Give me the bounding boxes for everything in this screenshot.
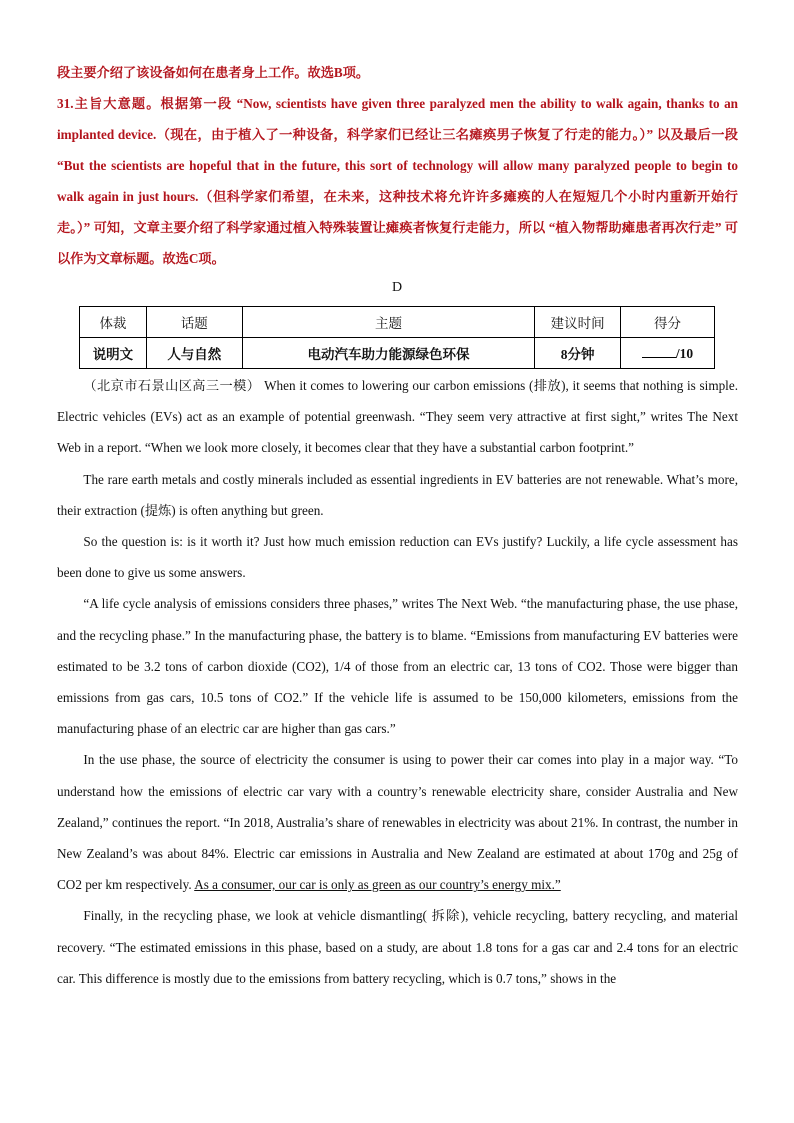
paragraph-5 [57,744,738,900]
paragraph-6: Finally, in the recycling phase, we look at vehicle dismantling( 拆除), vehicle recycling, battery recycling, and material recovery. “The estimated emissions in this phase, based on a study, are about 1.8 tons for a gas car and 2.4 tons for an electric car. This difference is mostly due to the emissions from battery recycling, which is 0.7 tons,” shows in the [57,908,738,986]
info-table [79,306,715,369]
info-table-row [80,338,715,369]
header-time: 建议时间 [535,307,621,338]
header-genre: 体裁 [80,307,147,338]
section-letter: D [391,280,403,295]
score-blank [642,345,676,358]
paragraph-3: So the question is: is it worth it? Just how much emission reduction can EVs justify? Luckily, a life cycle assessment has been done to give us some answers. [57,534,738,581]
cell-score [621,338,715,369]
header-topic: 话题 [146,307,242,338]
cell-time: 8分钟 [535,338,621,369]
answer-31-text: 31.主旨大意题。根据第一段 “Now, scientists have given three paralyzed men the ability to walk again, thanks to an implanted device.（现在，由于植入了一种设备，科学家们已经让三名瘫痪男子恢复了行走的能力。）” 以及最后一段 “But the scientists are hopeful that in the future, this sort of technology will allow many paralyzed people to begin to walk again in just hours.（但科学家们希望，在未来，这种技术将允许许多瘫痪的人在短短几个小时内重新开始行走。）” 可知，文章主要介绍了科学家通过植入特殊装置让瘫痪者恢复行走能力，所以 “植入物帮助瘫患者再次行走” 可以作为文章标题。故选C项。 [57,96,738,266]
info-table-header-row [80,307,715,338]
cell-theme: 电动汽车助力能源绿色环保 [242,338,534,369]
answer-explanation-prev [57,57,747,88]
passage [57,370,738,994]
paragraph-1: （北京市石景山区高三一模） When it comes to lowering our carbon emissions (排放), it seems that nothing is simple. Electric vehicles (EVs) act as an example of potential greenwash. “They seem very attractive at first sight,” writes The Next Web in a report. “When we look more closely, it becomes clear that they have a substantial carbon footprint.” [57,378,738,456]
answer-explanation-31 [57,88,738,274]
cell-genre: 说明文 [80,338,147,369]
answer-line: 段主要介绍了该设备如何在患者身上工作。故选B项。 [57,65,370,80]
underlined-sentence: As a consumer, our car is only as green as our country’s energy mix.” [194,877,561,893]
score-total: /10 [675,345,694,361]
paragraph-5-text: In the use phase, the source of electricity the consumer is using to power their car comes into play in a major way. “To understand how the emissions of electric car vary with a country’s renewable electricity share, consider Australia and New Zealand,” continues the report. “In 2018, Australia’s share of renewables in electricity was about 21%. In contrast, the number in New Zealand’s was about 84%. Electric car emissions in Australia and New Zealand are estimated at about 170g and 25g of CO2 per km respectively. [57,752,738,893]
header-score: 得分 [621,307,715,338]
paragraph-4: “A life cycle analysis of emissions considers three phases,” writes The Next Web. “the manufacturing phase, the use phase, and the recycling phase.” In the manufacturing phase, the battery is to blame. “Emissions from manufacturing EV batteries were estimated to be 3.2 tons of carbon dioxide (CO2), 1/4 of those from an electric car, 13 tons of CO2. Those were bigger than emissions from gas cars, 10.5 tons of CO2.” If the vehicle life is assumed to be 150,000 kilometers, emissions from the manufacturing phase of an electric car are higher than gas cars.” [57,596,738,737]
paragraph-2: The rare earth metals and costly minerals included as essential ingredients in EV batteries are not renewable. What’s more, their extraction (提炼) is often anything but green. [57,471,738,518]
header-theme: 主题 [242,307,534,338]
cell-topic: 人与自然 [146,338,242,369]
